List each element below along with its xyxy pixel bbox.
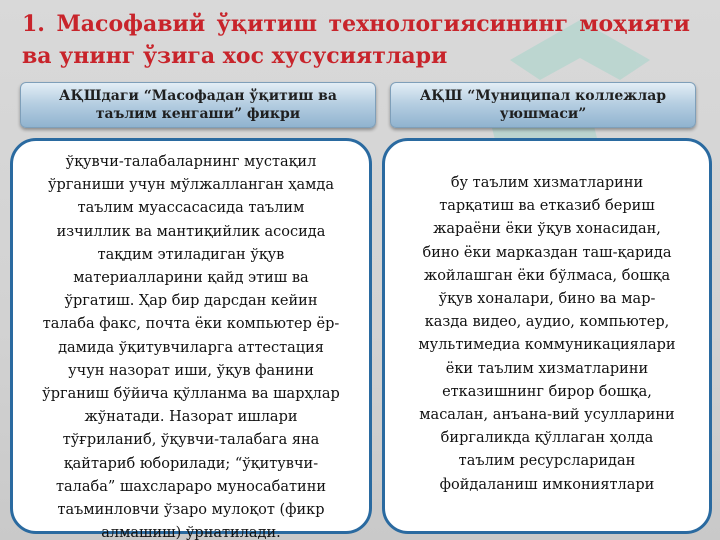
left-header-text: АҚШдаги “Масофадан ўқитиш ва таълим кенгаши” фикри — [59, 88, 337, 122]
right-header-box — [390, 82, 696, 128]
slide-title: 1. Масофавий ўқитиш технологиясининг моҳияти ва унинг ўзига хос хусусиятлари — [22, 11, 690, 69]
right-header-text: АҚШ “Муниципал коллежлар уюшмаси” — [419, 88, 667, 122]
right-content-box — [382, 138, 712, 534]
right-body-text: бу таълим хизматларини тарқатиш ва етказиб бериш жараёни ёки ўқув хонасидан, бино ёки марказдан таш-қарида жойлашган ёки бўлмаса, бошқа ўқув хоналари, бино ва мар- казда видео, аудио, компьютер, мультимедиа коммуникациялари ёки таълим хизматларини етказишнинг бирор бошқа, масалан, анъана-вий усулларини биргаликда қўллаган ҳолда таълим ресурсларидан фойдаланиш имкониятлари — [418, 175, 676, 493]
left-header-box — [20, 82, 376, 128]
left-body-text: ўқувчи-талабаларнинг мустақил ўрганиши учун мўлжалланган ҳамда таълим муассасасида таълим изчиллик ва мантиқийлик асосида тақдим этиладиган ўқув материалларини қайд этиш ва ўргатиш. Ҳар бир дарсдан кейин талаба факс, почта ёки компьютер ёр- дамида ўқитувчиларга аттестация учун назорат иши, ўқув фанини ўрганиш бўйича қўлланма ва шарҳлар жўнатади. Назорат ишлари тўғриланиб, ўқувчи-талабага яна қайтариб юборилади; “ўқитувчи- талаба” шахслараро муносабатини таъминловчи ўзаро мулоқот (фикр алмашиш) ўрнатилади. — [42, 154, 340, 540]
left-content-box — [10, 138, 372, 540]
